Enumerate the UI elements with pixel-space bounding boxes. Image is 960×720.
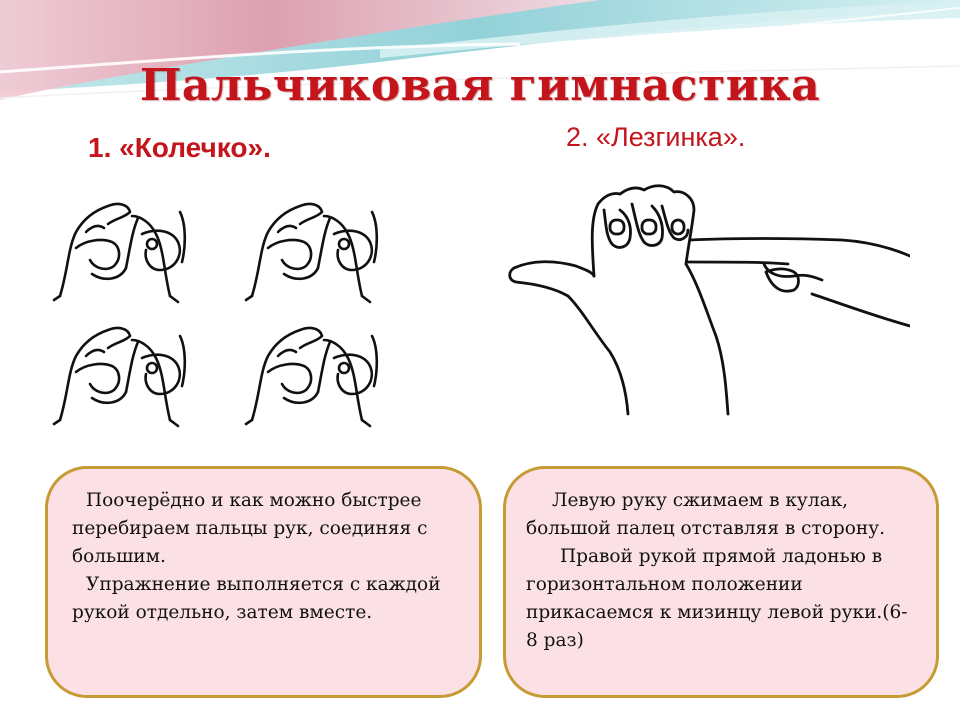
exercise1-paragraph: Упражнение выполняется с каждой рукой отдельно, затем вместе. bbox=[72, 574, 441, 623]
hand-fist-illustration bbox=[502, 176, 910, 418]
exercise2-description bbox=[503, 466, 939, 698]
exercise2-paragraph: Левую руку сжимаем в кулак, большой палец отставляя в сторону. bbox=[526, 490, 885, 539]
exercise1-heading: 1. «Колечко». bbox=[88, 132, 271, 163]
exercise2-heading: 2. «Лезгинка». bbox=[566, 122, 746, 152]
exercise2-paragraph: Правой рукой прямой ладонью в горизонтальном положении прикасаемся к мизинцу левой руки.(6-8 раз) bbox=[526, 546, 908, 651]
exercise1-paragraph: Поочерёдно и как можно быстрее перебираем пальцы рук, соединяя с большим. bbox=[72, 490, 428, 567]
hand-ring-illustration bbox=[46, 188, 416, 430]
exercise1-description bbox=[45, 466, 482, 698]
page-title: Пальчиковая гимнастика bbox=[139, 60, 821, 111]
